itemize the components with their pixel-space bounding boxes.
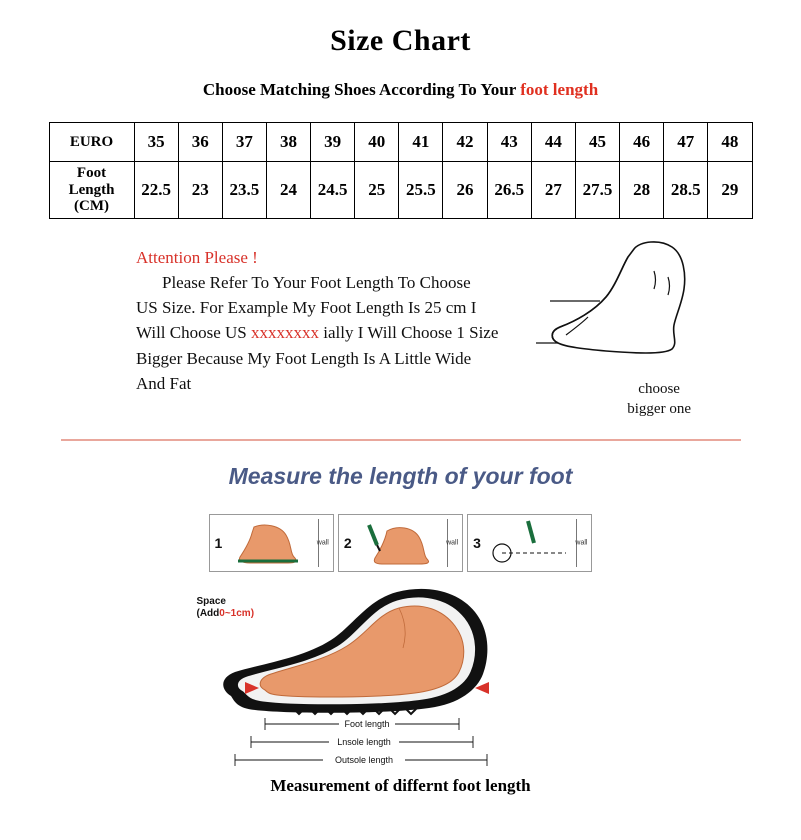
foot-length-cell: 23: [178, 162, 222, 219]
foot-length-cell: 28: [620, 162, 664, 219]
attention-line-3b: ially I Will Choose 1 Size: [319, 323, 499, 343]
space-annotation: [197, 596, 255, 619]
attention-line-5: And Fat: [136, 373, 192, 393]
attention-line-3-redacted: xxxxxxxx: [251, 323, 320, 343]
foot-length-cell: 28.5: [664, 162, 708, 219]
wall-label: wall: [316, 539, 329, 547]
measure-step-1: [209, 514, 334, 572]
dimension-label-outsole-length: Outsole length: [334, 755, 393, 765]
foot-measurement-diagram: [191, 578, 611, 768]
euro-cell: 47: [664, 123, 708, 162]
space-label-range: 0~1cm): [219, 607, 255, 619]
euro-cell: 40: [355, 123, 399, 162]
space-label-line-2: [197, 608, 255, 620]
choose-bigger-line-2: bigger one: [627, 401, 691, 418]
step-number: 3: [473, 535, 481, 551]
foot-length-cell: 25.5: [399, 162, 443, 219]
choose-bigger-line-1: choose: [638, 381, 680, 397]
measure-tape-icon: [482, 517, 582, 571]
size-table-container: [49, 122, 753, 219]
foot-length-cell: 24.5: [311, 162, 355, 219]
foot-standing-icon: [224, 517, 324, 571]
attention-line-3: [136, 320, 566, 345]
measure-step-2: [338, 514, 463, 572]
foot-length-cell: 25: [355, 162, 399, 219]
page-subtitle: [0, 80, 801, 100]
subtitle-highlight: foot length: [520, 80, 599, 99]
diagram-caption: Measurement of differnt foot length: [270, 776, 531, 795]
foot-outline-sketch: [536, 231, 726, 391]
wall-label: wall: [575, 539, 588, 547]
euro-cell: 36: [178, 123, 222, 162]
measure-step-3: [467, 514, 592, 572]
foot-pencil-icon: [353, 517, 453, 571]
foot-outline-icon: [536, 231, 726, 391]
section-divider: [61, 439, 741, 441]
row-header-euro: EURO: [49, 123, 134, 162]
foot-length-cell: 29: [708, 162, 752, 219]
measure-heading: Measure the length of your foot: [228, 463, 573, 489]
euro-cell: 37: [222, 123, 266, 162]
subtitle-lead: Choose Matching Shoes According To Your: [202, 80, 521, 99]
foot-length-cell: 27.5: [575, 162, 619, 219]
euro-cell: 41: [399, 123, 443, 162]
foot-length-cell: 24: [266, 162, 310, 219]
euro-cell: 48: [708, 123, 752, 162]
dimension-label-insole-length: Lnsole length: [336, 737, 391, 747]
foot-label-line2: Length: [68, 181, 115, 198]
euro-cell: 46: [620, 123, 664, 162]
attention-line-1: Please Refer To Your Foot Length To Choose: [162, 273, 471, 293]
euro-cell: 43: [487, 123, 531, 162]
space-label-line-1: Space: [196, 596, 226, 607]
euro-cell: 35: [134, 123, 178, 162]
attention-line-3a: Will Choose US: [136, 323, 252, 343]
wall-label: wall: [446, 539, 459, 547]
dimension-label-foot-length: Foot length: [343, 719, 390, 729]
table-row-euro: [49, 123, 752, 162]
foot-length-cell: 26.5: [487, 162, 531, 219]
foot-length-cell: 23.5: [222, 162, 266, 219]
euro-cell: 42: [443, 123, 487, 162]
attention-line-2: US Size. For Example My Foot Length Is 25 cm I: [136, 298, 477, 318]
table-row-foot-length: [49, 162, 752, 219]
attention-section: [0, 239, 801, 435]
row-header-foot-length: [49, 162, 134, 219]
size-chart-page: [0, 24, 801, 840]
attention-line-4: Bigger Because My Foot Length Is A Little Wide: [136, 348, 472, 368]
foot-length-cell: 22.5: [134, 162, 178, 219]
foot-label-line3: (CM): [74, 198, 109, 215]
foot-label-line1: Foot: [76, 164, 107, 181]
page-title: Size Chart: [330, 24, 471, 57]
attention-heading: Attention Please !: [136, 248, 258, 267]
foot-length-cell: 27: [531, 162, 575, 219]
attention-text: [136, 245, 566, 396]
euro-cell: 39: [311, 123, 355, 162]
euro-cell: 45: [575, 123, 619, 162]
measure-steps: [209, 514, 593, 572]
euro-cell: 38: [266, 123, 310, 162]
foot-length-cell: 26: [443, 162, 487, 219]
step-number: 2: [343, 535, 352, 551]
choose-bigger-note: [627, 379, 691, 420]
size-table: [49, 122, 753, 219]
step-number: 1: [214, 535, 223, 551]
space-label-add: (Add: [196, 607, 220, 619]
euro-cell: 44: [531, 123, 575, 162]
